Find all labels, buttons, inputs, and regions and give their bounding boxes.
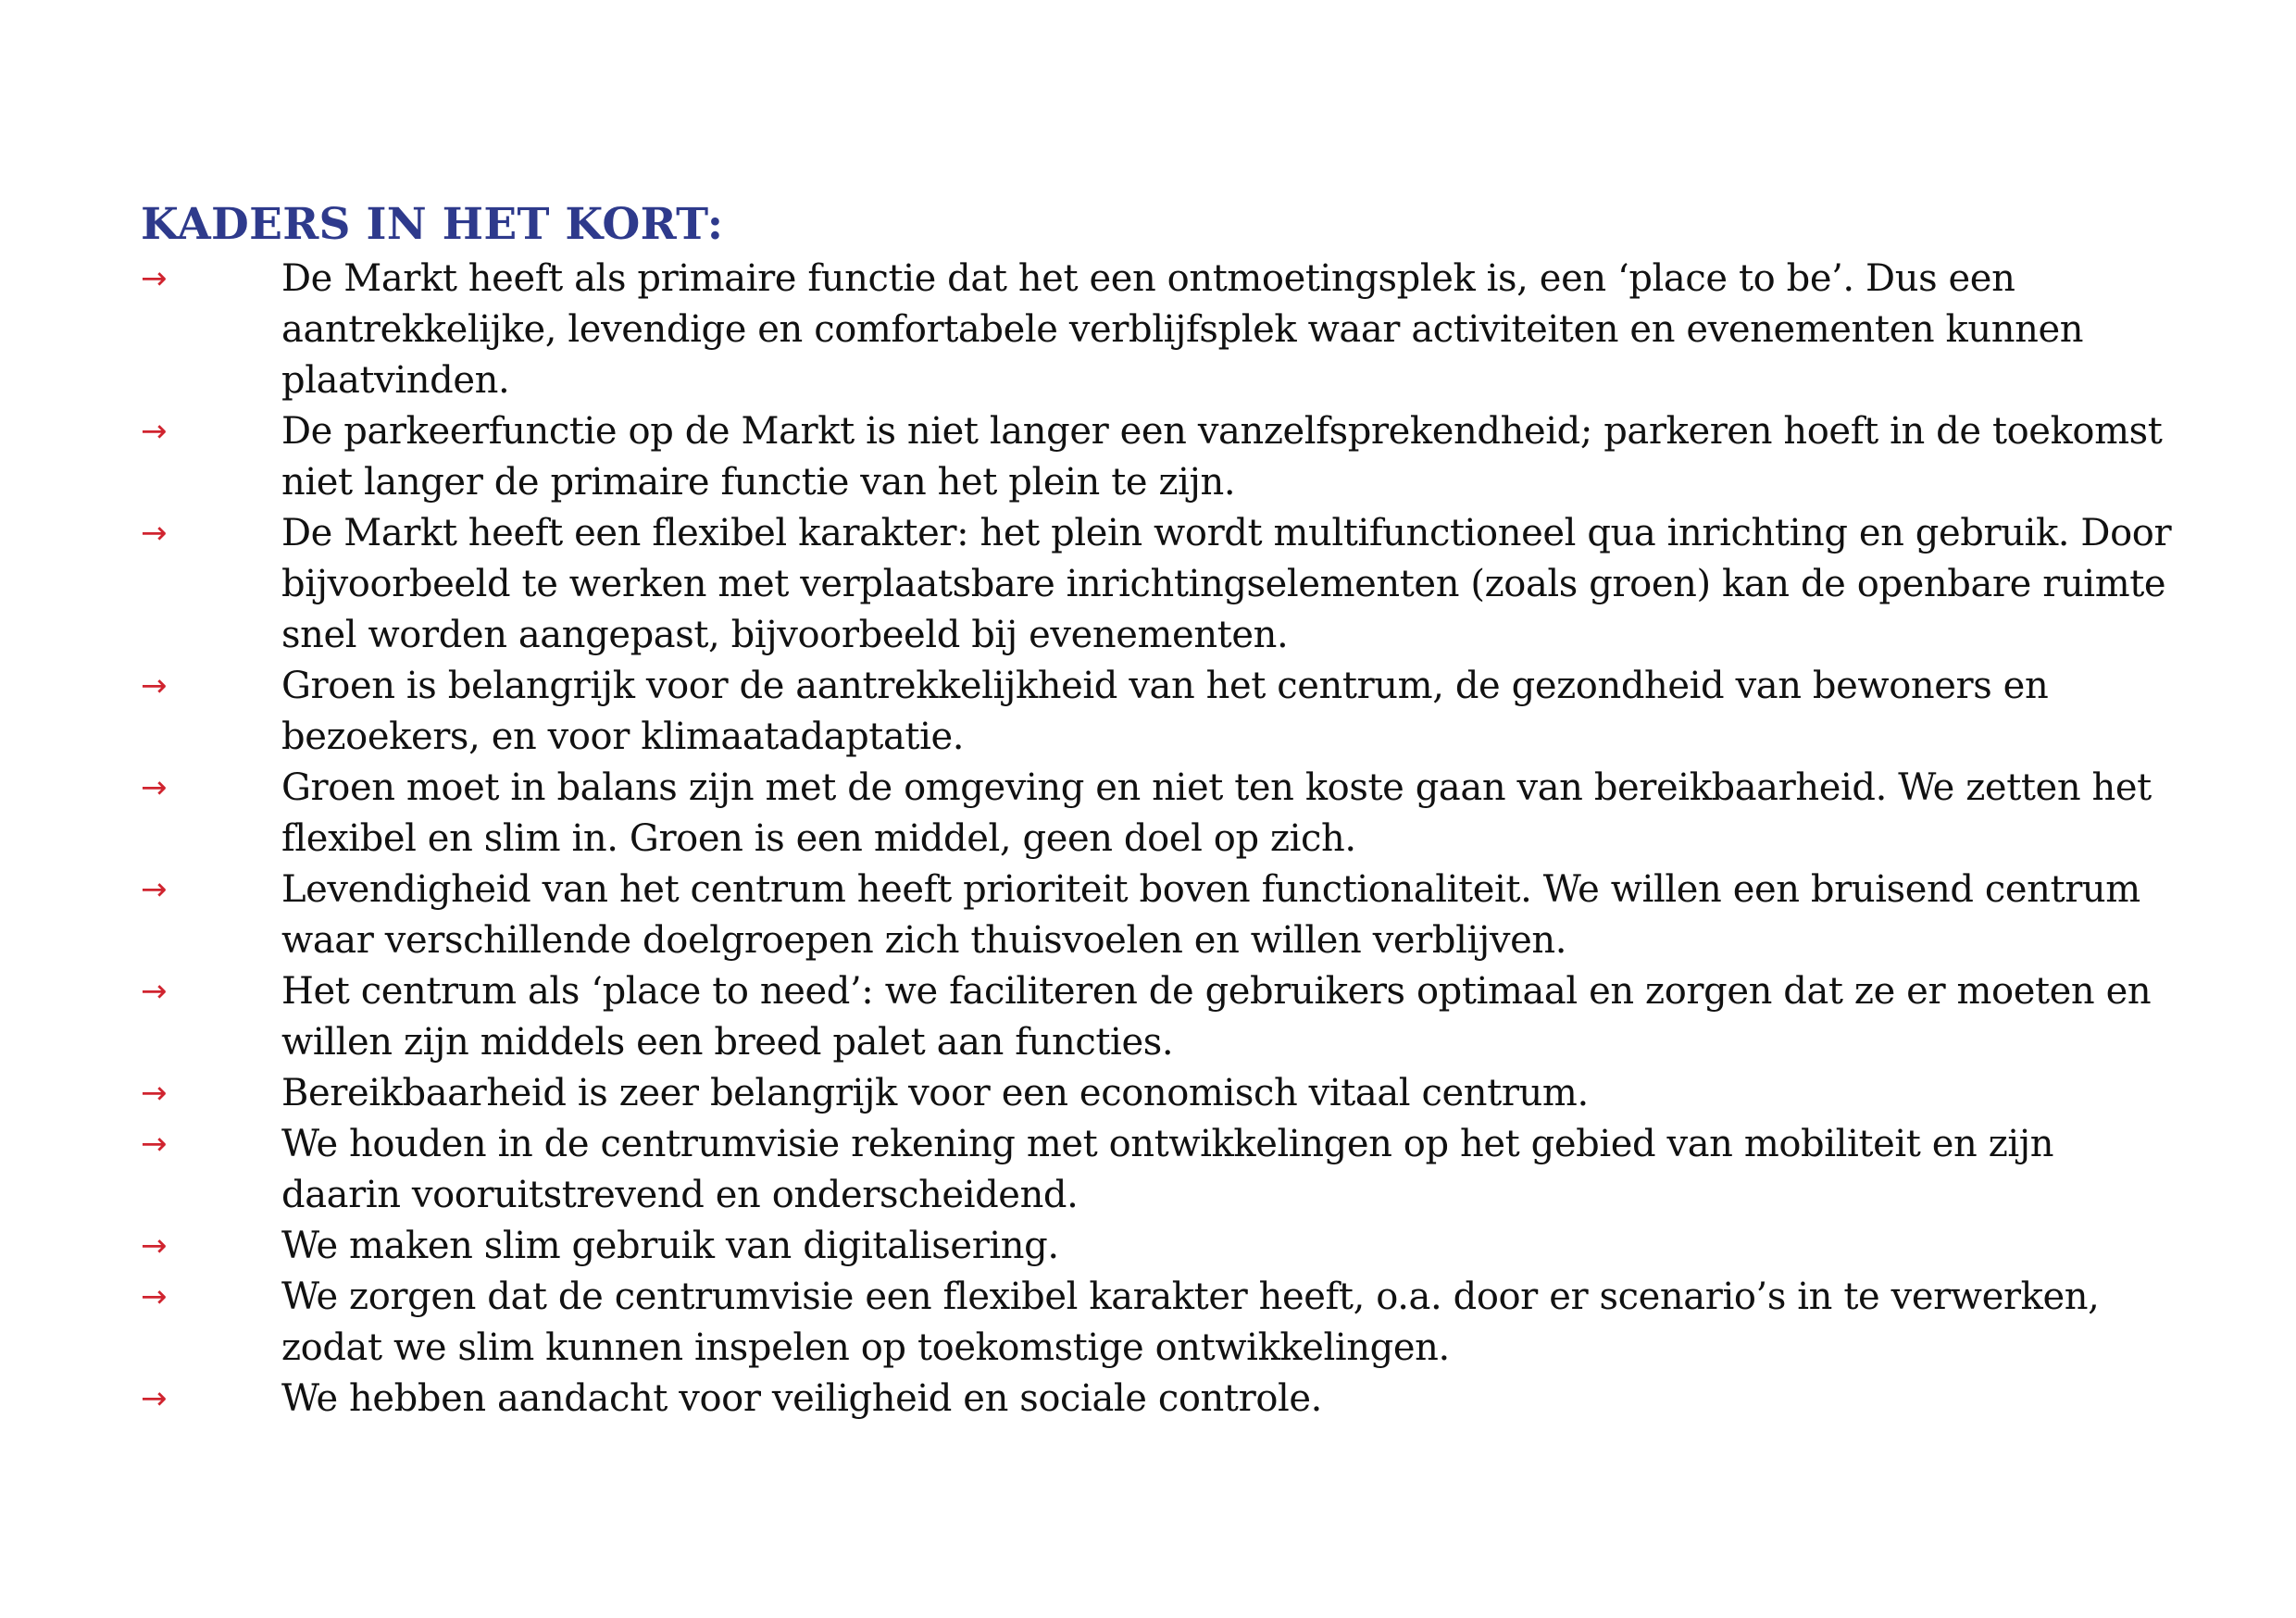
list-item (141, 966, 2177, 1068)
arrow-right-icon: → (141, 1126, 168, 1163)
kaders-list (141, 254, 2177, 1425)
list-item-text: Bereikbaarheid is zeer belangrijk voor een economisch vitaal centrum. (281, 1072, 1589, 1114)
list-item-text: De parkeerfunctie op de Markt is niet langer een vanzelfsprekendheid; parkeren hoeft in de toekomst niet langer de primaire functie van het plein te zijn. (281, 410, 2163, 504)
arrow-right-icon: → (141, 515, 168, 552)
list-item (141, 763, 2177, 865)
arrow-right-icon: → (141, 1075, 168, 1112)
list-item-text: Groen is belangrijk voor de aantrekkelijkheid van het centrum, de gezondheid van bewoners en bezoekers, en voor klimaatadaptatie. (281, 665, 2049, 758)
list-item (141, 661, 2177, 763)
list-item (141, 508, 2177, 661)
arrow-right-icon: → (141, 1227, 168, 1264)
arrow-right-icon: → (141, 973, 168, 1010)
arrow-right-icon: → (141, 871, 168, 908)
list-item-text: We maken slim gebruik van digitalisering. (281, 1225, 1059, 1267)
list-item-text: Groen moet in balans zijn met de omgeving en niet ten koste gaan van bereikbaarheid. We zetten het flexibel en slim in. Groen is een middel, geen doel op zich. (281, 766, 2152, 860)
list-item-text: De Markt heeft als primaire functie dat het een ontmoetingsplek is, een ‘place to be’. Dus een aantrekkelijke, levendige en comfortabele verblijfsplek waar activiteiten en evenementen kunnen plaatvinden. (281, 257, 2084, 402)
list-item-text: Levendigheid van het centrum heeft prioriteit boven functionaliteit. We willen een bruisend centrum waar verschillende doelgroepen zich thuisvoelen en willen verblijven. (281, 868, 2140, 962)
list-item (141, 1221, 2177, 1272)
list-item-text: De Markt heeft een flexibel karakter: het plein wordt multifunctioneel qua inrichting en gebruik. Door bijvoorbeeld te werken met verplaatsbare inrichtingselementen (zoals groen) kan de openbare ruimte snel worden aangepast, bijvoorbeeld bij evenementen. (281, 512, 2172, 656)
arrow-right-icon: → (141, 260, 168, 297)
arrow-right-icon: → (141, 667, 168, 704)
list-item (141, 1068, 2177, 1119)
list-item-text: We zorgen dat de centrumvisie een flexibel karakter heeft, o.a. door er scenario’s in te verwerken, zodat we slim kunnen inspelen op toekomstige ontwikkelingen. (281, 1276, 2100, 1369)
list-item-text: We houden in de centrumvisie rekening met ontwikkelingen op het gebied van mobiliteit en zijn daarin vooruitstrevend en onderscheidend. (281, 1123, 2054, 1216)
list-item (141, 865, 2177, 966)
arrow-right-icon: → (141, 1380, 168, 1417)
arrow-right-icon: → (141, 1278, 168, 1315)
list-item (141, 1374, 2177, 1425)
arrow-right-icon: → (141, 413, 168, 450)
arrow-right-icon: → (141, 769, 168, 806)
list-item (141, 406, 2177, 508)
list-item (141, 1272, 2177, 1374)
list-item (141, 254, 2177, 406)
list-item-text: We hebben aandacht voor veiligheid en sociale controle. (281, 1377, 1322, 1420)
list-item (141, 1119, 2177, 1221)
page-heading: KADERS IN HET KORT: (141, 199, 724, 250)
list-item-text: Het centrum als ‘place to need’: we faciliteren de gebruikers optimaal en zorgen dat ze er moeten en willen zijn middels een breed palet aan functies. (281, 970, 2152, 1064)
